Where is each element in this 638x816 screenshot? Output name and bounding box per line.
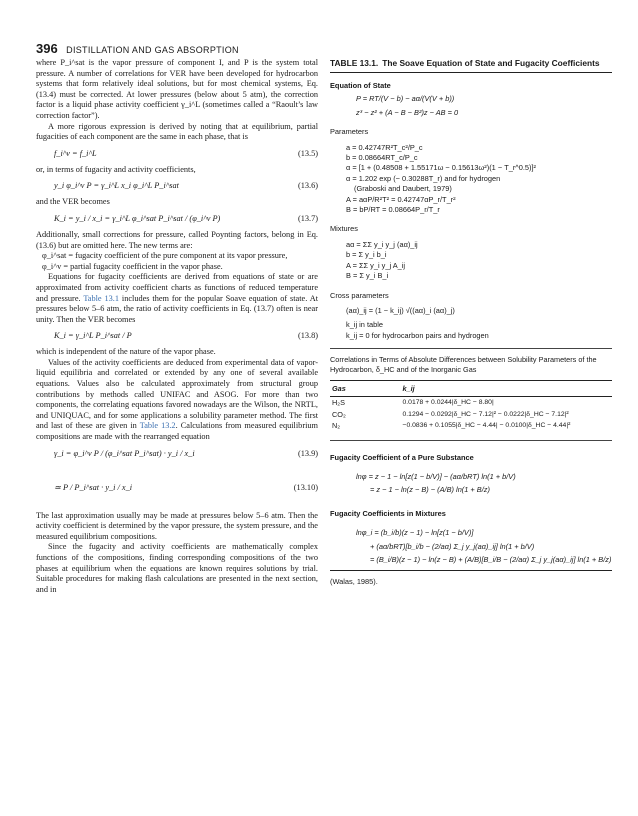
table-13-1-link[interactable]: Table 13.1 [83, 293, 120, 303]
paragraph [36, 272, 318, 325]
table-title [330, 58, 612, 68]
paragraph: where P_i^sat is the vapor pressure of component I, and P is the system total pressure. A number of correlations for VER have been developed for hydrocarbon systems that form relatively ideal solutions, but for most chemical systems, Eq. (13.4) must be corrected. At lower pressures (below about 5 atm), the correction factor is a liquid phase activity coefficient γ_i^L (sometimes called a “Raoult’s law correction factor”). [36, 58, 318, 120]
text-run: includes them for the popular Soave equation of state. At pressures below 5–6 atm, the ratio of activity coefficients in Eq. (13.7) often is near unity. Then the VER becomes [36, 293, 318, 324]
mixing-rule: aα = ΣΣ y_i y_j (aα)_ij [346, 239, 418, 249]
text-run: Values of the activity coefficients are deduced from experimental data of vapor-liquid equilibria and correlated or extended by any one of several available equations. Values also be calculated approximately from structural group contributions by methods called UNIFAC and ASOG. For more than two components, the correlating equations favored nowadays are the Wilson, the NRTL, and UNIQUAC, and for some applications a solubility parameter method. The first and last of these are given in [36, 357, 318, 431]
running-title: DISTILLATION AND GAS ABSORPTION [66, 45, 239, 55]
equation-body: K_i = γ_i^L P_i^sat / P [54, 331, 132, 341]
kij-note: k_ij = 0 for hydrocarbon pairs and hydrogen [346, 330, 489, 340]
paragraph: A more rigorous expression is derived by noting that at equilibrium, partial fugacities of each component are the same in each phase, that is [36, 121, 318, 142]
paragraph: Additionally, small corrections for pressure, called Poynting factors, belong in Eq. (13.6) but are omitted here. The new terms are: [36, 229, 318, 250]
equation-13-10 [36, 477, 318, 511]
table-number: TABLE 13.1. [330, 58, 379, 68]
mixture-fugacity-equation: + (aα/bRT)[b_i/b − (2/aα) Σ_j y_j(aα)_ij] ln(1 + b/V) [370, 541, 535, 551]
rule [330, 72, 612, 73]
rule [330, 348, 612, 349]
parameter-line: b = 0.08664RT_c/P_c [346, 153, 418, 163]
paragraph: Since the fugacity and activity coefficients are mathematically complex functions of the compositions, finding corresponding compositions of the two phases at equilibrium when the equations are known requires solutions by trial. Suitable procedures for making flash calculations are presented in the next section, and in [36, 542, 318, 594]
text-run: . Calculations from measured equilibrium compositions are made with the rearranged equation [36, 421, 318, 442]
kij-cell: 0.0178 + 0.0244|δ_HC − 8.80| [402, 399, 494, 407]
correlation-caption: Correlations in Terms of Absolute Differences between Solubility Parameters of the Hydrocarbon, δ_HC and of the Inorganic Gas [330, 355, 597, 374]
gas-cell: H₂S [332, 398, 345, 408]
paragraph: or, in terms of fugacity and activity coefficients, [36, 164, 196, 174]
parameter-line: (Graboski and Daubert, 1979) [354, 184, 452, 194]
mixing-rule: b = Σ y_i b_i [346, 250, 387, 260]
parameter-line: α = 1.202 exp (− 0.30288T_r) and for hydrogen [346, 173, 501, 183]
kij-note: k_ij in table [346, 320, 383, 330]
table-row [330, 397, 612, 409]
equation-body: y_i φ_i^v P = γ_i^L x_i φ_i^L P_i^sat [54, 181, 179, 191]
equation-13-5 [36, 143, 318, 165]
equation-number: (13.9) [297, 448, 318, 458]
kij-cell: 0.1294 − 0.0292|δ_HC − 7.12|² − 0.0222|δ_HC − 7.12|² [402, 410, 569, 418]
equation-of-state: P = RT/(V − b) − aα/(V(V + b)) [356, 94, 455, 104]
parameter-line: B = bP/RT = 0.08664P_r/T_r [346, 205, 440, 215]
kij-cell: −0.0836 + 0.1055|δ_HC − 4.44| − 0.0100|δ_HC − 4.44|² [402, 422, 571, 430]
section-heading: Fugacity Coefficients in Mixtures [330, 508, 446, 518]
gas-cell: N₂ [332, 421, 341, 431]
mixing-rule: A = ΣΣ y_i y_j A_ij [346, 260, 406, 270]
section-heading: Equation of State [330, 81, 391, 90]
equation-13-9 [36, 443, 318, 477]
mixture-fugacity-equation: = (B_i/B)(z − 1) − ln(z − B) + (A/B)[B_i/B − (2/aα) Σ_j y_j(aα)_ij] ln(1 + B/z) [370, 555, 612, 564]
text-run: Equations for fugacity coefficients are derived from equations of state or are approximated from activity coefficient charts as functions of reduced temperature and pressure. [36, 272, 318, 303]
column-header: k_ij [401, 380, 613, 396]
paragraph: The last approximation usually may be made at pressures below 5–6 atm. Then the activity coefficient is determined by the vapor pressure, the system pressure, and the measured equilibrium compositions. [36, 510, 318, 541]
pure-fugacity-equation: = z − 1 − ln(z − B) − (A/B) ln(1 + B/z) [370, 485, 490, 495]
cross-parameter: (aα)_ij = (1 − k_ij) √((aα)_i (aα)_j) [346, 305, 455, 315]
equation-body: f_i^v = f_i^L [54, 148, 97, 158]
equation-number: (13.10) [293, 482, 318, 492]
table-row [330, 409, 612, 420]
pure-fugacity-equation: lnφ = z − 1 − ln[z(1 − b/V)] − (aα/bRT) ln(1 + b/V) [356, 471, 516, 481]
term-definition: φ_i^v = partial fugacity coefficient in the vapor phase. [42, 261, 223, 271]
mixing-rule: B = Σ y_i B_i [346, 271, 389, 281]
section-heading: Mixtures [330, 224, 358, 234]
section-heading: Cross parameters [330, 290, 389, 300]
table-source: (Walas, 1985). [330, 577, 378, 587]
kij-table [330, 380, 612, 432]
equation-13-8 [36, 325, 318, 347]
page-number: 396 [36, 41, 58, 56]
left-column [36, 58, 318, 595]
equation-body: K_i = y_i / x_i = γ_i^L φ_i^sat P_i^sat / (φ_i^v P) [54, 213, 221, 223]
table-13-1 [330, 58, 612, 587]
running-header [36, 40, 239, 58]
rule [330, 570, 612, 571]
parameter-line: a = 0.42747R²T_c²/P_c [346, 142, 423, 152]
table-13-2-link[interactable]: Table 13.2 [139, 421, 176, 431]
term-definition: φ_i^sat = fugacity coefficient of the pure component at its vapor pressure, [42, 251, 288, 261]
gas-cell: CO₂ [332, 409, 346, 419]
equation-body: γ_i = φ_i^v P / (φ_i^sat P_i^sat) · y_i / x_i [54, 448, 195, 458]
section-heading: Fugacity Coefficient of a Pure Substance [330, 452, 474, 462]
table-row [330, 420, 612, 431]
rule [330, 440, 612, 441]
paragraph: which is independent of the nature of the vapor phase. [36, 347, 216, 357]
equation-13-6 [36, 175, 318, 197]
mixture-fugacity-equation: lnφ_i = (b_i/b)(z − 1) − ln[z(1 − b/V)] [356, 528, 474, 538]
equation-13-7 [36, 208, 318, 230]
parameter-line: α = [1 + (0.48508 + 1.55171ω − 0.15613ω²)(1 − T_r^0.5)]² [346, 163, 536, 173]
paragraph: and the VER becomes [36, 197, 110, 207]
column-header: Gas [330, 380, 401, 396]
parameter-line: A = aαP/R²T² = 0.42747αP_r/T_r² [346, 194, 456, 204]
equation-number: (13.8) [297, 331, 318, 341]
cubic-z-equation: z³ − z² + (A − B − B²)z − AB = 0 [356, 107, 459, 117]
table-caption: The Soave Equation of State and Fugacity Coefficients [382, 58, 600, 68]
equation-number: (13.5) [297, 148, 318, 158]
equation-body: ≃ P / P_i^sat · y_i / x_i [54, 482, 133, 492]
equation-number: (13.6) [297, 181, 318, 191]
paragraph [36, 358, 318, 443]
section-heading: Parameters [330, 127, 369, 137]
equation-number: (13.7) [297, 213, 318, 223]
